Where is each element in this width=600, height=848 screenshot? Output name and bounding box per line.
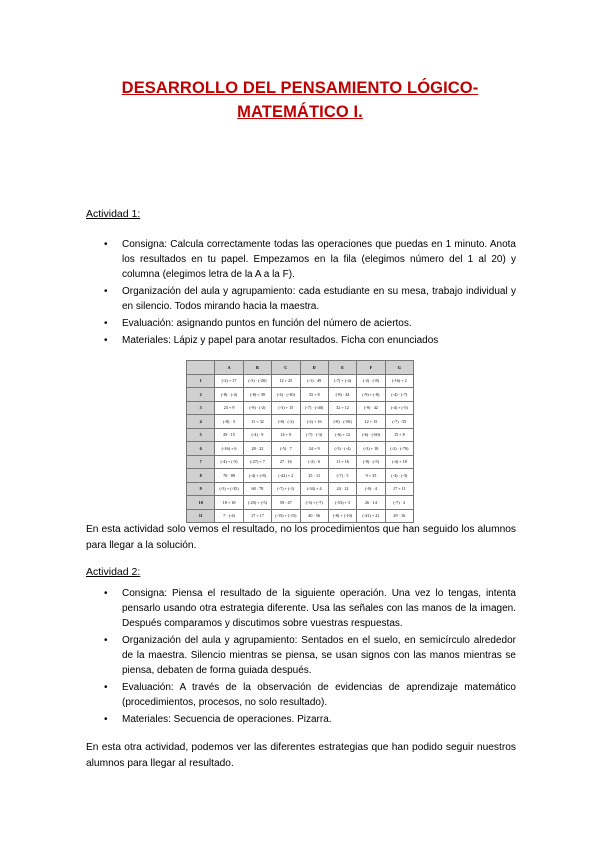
bullet-icon: • — [104, 318, 108, 329]
table-cell: (-7) · (-3) — [300, 428, 328, 442]
column-header: B — [243, 361, 271, 375]
row-number: 11 — [187, 509, 215, 523]
table-cell: 12 + 15 — [357, 415, 385, 429]
row-number: 2 — [187, 388, 215, 402]
row-number: 3 — [187, 401, 215, 415]
table-cell: 9 + 35 — [357, 469, 385, 483]
bullet-icon: • — [104, 335, 108, 346]
table-cell: (-4) + (-5) — [385, 401, 413, 415]
title-line-1: DESARROLLO DEL PENSAMIENTO LÓGICO- — [121, 79, 479, 97]
table-cell: (-4) · 9 — [243, 428, 271, 442]
list-item: • Organización del aula y agrupamiento: Sentados en el suelo, en semicírculo alrededor de la maestra. Silencio mientras se piensa, se usan signos con las manos mientras se piensa, debaten de forma guiada después. — [104, 635, 516, 676]
list-item: • Organización del aula y agrupamiento: cada estudiante en su mesa, trabajo individual y en silencio. Todos mirando hacia la maestra. — [104, 286, 516, 312]
table-cell: (-53) + 3 — [328, 496, 356, 510]
table-cell: (-3) + 15 — [272, 401, 300, 415]
table-cell: (-2) + 17 — [215, 374, 243, 388]
table-cell: 29 · 15 — [215, 428, 243, 442]
table-cell: (-2) + 16 — [300, 415, 328, 429]
table-cell: (-8) · (-2) — [272, 415, 300, 429]
column-header: G — [385, 361, 413, 375]
operations-grid — [186, 360, 414, 523]
table-cell: 14 + 9 — [272, 428, 300, 442]
table-cell: (-5) + (-35) — [215, 482, 243, 496]
table-cell: (-2) · 6 — [300, 455, 328, 469]
table-row — [187, 469, 414, 483]
activity-1-note: En esta actividad solo vemos el resultado, no los procedimientos que han seguido los alumnos para llegar a la solución. — [86, 524, 516, 551]
table-row — [187, 415, 414, 429]
list-item: • Consigna: Piensa el resultado de la siguiente operación. Una vez lo tengas, intenta pensarlo usando otra estrategia diferente. Usa las señales con las manos de la imagen. Después comparamos y discutimos sobre vuestras respuestas. — [104, 588, 516, 629]
table-cell: (-25) + (-5) — [243, 496, 271, 510]
table-cell: (-8) · (-50) — [328, 415, 356, 429]
activity-2-note: En esta otra actividad, podemos ver las diferentes estrategias que han podido seguir nuestros alumnos para llegar al resultado. — [86, 742, 516, 769]
table-cell: 15 + 8 — [385, 428, 413, 442]
table-cell: 24 + 9 — [300, 442, 328, 456]
table-cell: 18 + 18 — [215, 496, 243, 510]
table-cell: 17 + 11 — [385, 482, 413, 496]
row-number: 5 — [187, 428, 215, 442]
column-header: F — [357, 361, 385, 375]
list-item: • Evaluación: asignando puntos en función del número de aciertos. — [104, 318, 412, 329]
table-cell: 26 · 14 — [357, 496, 385, 510]
row-number: 9 — [187, 482, 215, 496]
table-cell: (-9) · (-5) — [357, 455, 385, 469]
table-cell: (-5) · (-4) — [328, 442, 356, 456]
column-header: C — [272, 361, 300, 375]
table-row — [187, 388, 414, 402]
column-header — [187, 361, 215, 375]
table-cell: 11 + 16 — [328, 455, 356, 469]
column-header: E — [328, 361, 356, 375]
table-cell: (-8) · 44 — [328, 388, 356, 402]
table-cell: 24 · 12 — [328, 482, 356, 496]
table-cell: 60 · 78 — [243, 482, 271, 496]
bullet-icon: • — [104, 635, 108, 646]
table-cell: 11 + 32 — [243, 415, 271, 429]
table-row — [187, 455, 414, 469]
table-row — [187, 509, 414, 523]
table-cell: (-1) · 49 — [300, 374, 328, 388]
title-line-2: MATEMÁTICO I. — [237, 103, 363, 121]
list-item: • Consigna: Calcula correctamente todas las operaciones que puedas en 1 minuto. Anota los resultados en tu papel. Empezamos en la fila (elegimos número del 1 al 20) y columna (elegimos letra de la A a la F). — [104, 239, 516, 280]
table-cell: (-15) + (-15) — [272, 509, 300, 523]
table-cell: 29 · 16 — [385, 509, 413, 523]
table-cell: (-27) + 7 — [243, 455, 271, 469]
table-cell: (-7) · (-40) — [300, 401, 328, 415]
list-item: • Materiales: Lápiz y papel para anotar resultados. Ficha con enunciados — [104, 335, 439, 346]
table-cell: 32 + 12 — [328, 401, 356, 415]
table-cell: 28 · 22 — [243, 442, 271, 456]
table-cell: (-41) + 21 — [357, 509, 385, 523]
table-row — [187, 442, 414, 456]
operations-table — [186, 360, 414, 519]
table-row — [187, 482, 414, 496]
bullet-icon: • — [104, 682, 108, 693]
table-cell: 33 + 8 — [300, 388, 328, 402]
table-cell: (-16) + 2 — [385, 374, 413, 388]
table-cell: (-7) + (-1) — [272, 482, 300, 496]
table-cell: (-8) + 39 — [243, 388, 271, 402]
table-cell: (-42) + 2 — [272, 469, 300, 483]
table-cell: (-8) · 3 — [215, 415, 243, 429]
row-number: 4 — [187, 415, 215, 429]
activity-1-list — [86, 237, 516, 350]
table-cell: 23 + 9 — [215, 401, 243, 415]
table-cell: (-9) + (-8) — [357, 388, 385, 402]
table-cell: (-3) + (-7) — [300, 496, 328, 510]
table-cell: (-4) · (-3) — [385, 469, 413, 483]
table-cell: (-34) + 4 — [300, 482, 328, 496]
row-number: 10 — [187, 496, 215, 510]
table-cell: 59 · 47 — [272, 496, 300, 510]
row-number: 1 — [187, 374, 215, 388]
table-row — [187, 401, 414, 415]
table-cell: (-4) + (-5) — [215, 455, 243, 469]
table-cell: (-16) + 6 — [215, 442, 243, 456]
table-cell: (-3) · (-20) — [243, 374, 271, 388]
table-cell: (-9) · 42 — [357, 401, 385, 415]
table-cell: (-6) + 12 — [328, 428, 356, 442]
table-row — [187, 496, 414, 510]
table-cell: (-7) · 2 — [385, 496, 413, 510]
table-row — [187, 374, 414, 388]
table-cell: (-8) · (-4) — [215, 388, 243, 402]
table-cell: 12 + 25 — [272, 374, 300, 388]
table-cell: 27 · 16 — [272, 455, 300, 469]
bullet-icon: • — [104, 714, 108, 725]
table-cell: (-2) · (-8) — [357, 374, 385, 388]
table-header-row — [187, 361, 414, 375]
row-number: 8 — [187, 469, 215, 483]
activity-1-heading: Actividad 1: — [86, 208, 141, 220]
table-cell: (-4) + 18 — [385, 455, 413, 469]
activity-2-list — [86, 586, 516, 729]
table-cell: (-6) · (-60) — [357, 428, 385, 442]
table-cell: 7 · (-4) — [215, 509, 243, 523]
table-cell: (-5) · 7 — [272, 442, 300, 456]
table-cell: (-4) · (-7) — [385, 388, 413, 402]
table-cell: (-3) + 18 — [357, 442, 385, 456]
table-cell: 25 · 11 — [300, 469, 328, 483]
table-cell: (-7) · 55 — [385, 415, 413, 429]
column-header: D — [300, 361, 328, 375]
table-row — [187, 428, 414, 442]
table-cell: (-7) + (-4) — [328, 374, 356, 388]
table-cell: (-4) + (-8) — [243, 469, 271, 483]
list-item: • Evaluación: A través de la observación de evidencias de aprendizaje matemático (procedimientos, procesos, no solo resultado). — [104, 682, 516, 708]
column-header: A — [215, 361, 243, 375]
document-title — [110, 76, 490, 124]
table-cell: (-9) · (-2) — [243, 401, 271, 415]
bullet-icon: • — [104, 286, 108, 297]
bullet-icon: • — [104, 588, 108, 599]
table-cell: (-9) · 4 — [357, 482, 385, 496]
table-cell: (-8) + (-10) — [328, 509, 356, 523]
table-cell: 40 · 56 — [300, 509, 328, 523]
list-item: • Materiales: Secuencia de operaciones. Pizarra. — [104, 714, 332, 725]
row-number: 7 — [187, 455, 215, 469]
table-cell: 17 + 17 — [243, 509, 271, 523]
row-number: 6 — [187, 442, 215, 456]
table-cell: (-4) · (-30) — [272, 388, 300, 402]
table-cell: (-2) · (-70) — [385, 442, 413, 456]
bullet-icon: • — [104, 239, 108, 250]
table-cell: 70 · 89 — [215, 469, 243, 483]
table-cell: (-7) · 5 — [328, 469, 356, 483]
activity-2-heading: Actividad 2: — [86, 566, 141, 578]
